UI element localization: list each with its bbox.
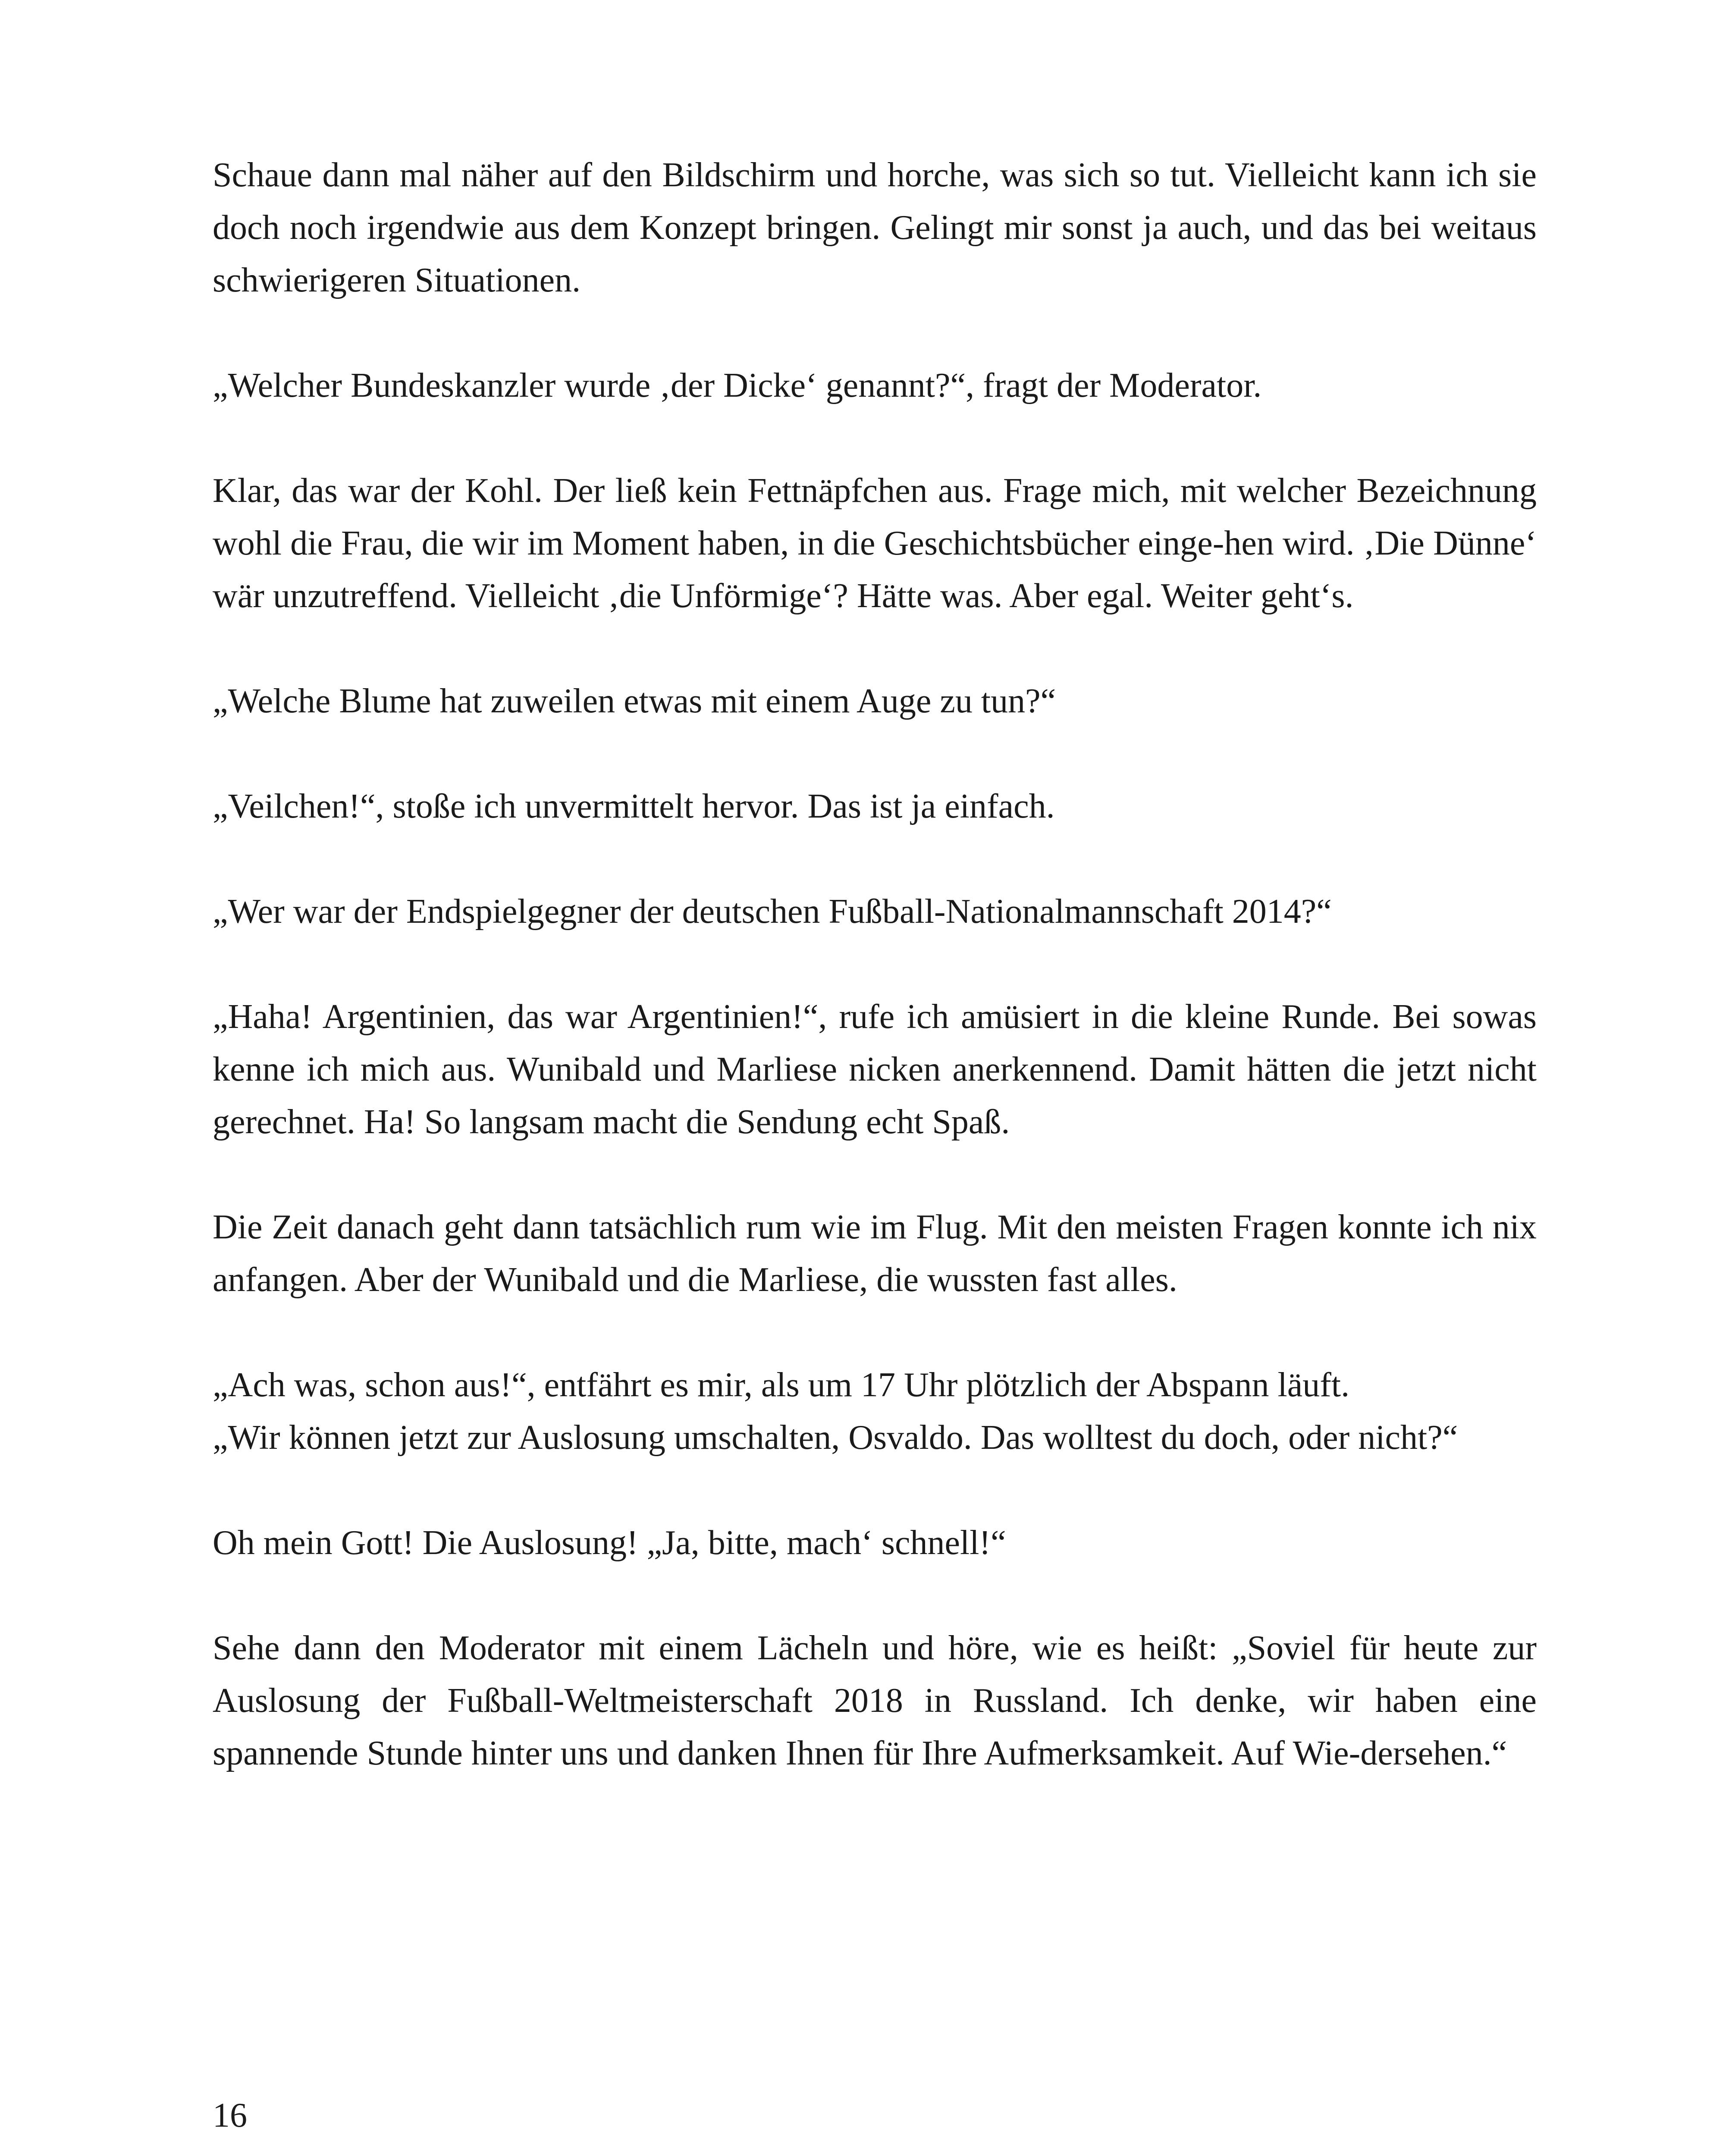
paragraph: Schaue dann mal näher auf den Bildschirm und horche, was sich so tut. Vielleicht kann ich sie doch noch irgendwie aus dem Konzept bringen. Gelingt mir sonst ja auch, und das bei weitaus schwierigeren Situationen.	[213, 156, 1537, 299]
paragraph: „Veilchen!“, stoße ich unvermittelt hervor. Das ist ja einfach.	[213, 787, 1055, 825]
paragraph: Klar, das war der Kohl. Der ließ kein Fettnäpfchen aus. Frage mich, mit welcher Bezeichnung wohl die Frau, die wir im Moment haben, in die Geschichtsbücher einge-hen wird. ‚Die Dünne‘ wär unzutreffend. Vielleicht ‚die Unförmige‘? Hätte was. Aber egal. Weiter geht‘s.	[213, 472, 1537, 615]
page-body	[213, 149, 1537, 1832]
paragraph: Oh mein Gott! Die Auslosung! „Ja, bitte, mach‘ schnell!“	[213, 1524, 1006, 1562]
paragraph: Die Zeit danach geht dann tatsächlich rum wie im Flug. Mit den meisten Fragen konnte ich nix anfangen. Aber der Wunibald und die Marliese, die wussten fast alles.	[213, 1208, 1537, 1299]
paragraph: Sehe dann den Moderator mit einem Lächeln und höre, wie es heißt: „Soviel für heute zur Auslosung der Fußball-Weltmeisterschaft 2018 in Russland. Ich denke, wir haben eine spannende Stunde hinter uns und danken Ihnen für Ihre Aufmerksamkeit. Auf Wie-dersehen.“	[213, 1629, 1537, 1772]
paragraph: „Welcher Bundeskanzler wurde ‚der Dicke‘ genannt?“, fragt der Moderator.	[213, 367, 1262, 404]
paragraph: „Haha! Argentinien, das war Argentinien!“, rufe ich amüsiert in die kleine Runde. Bei sowas kenne ich mich aus. Wunibald und Marliese nicken anerkennend. Damit hätten die jetzt nicht gerechnet. Ha! So langsam macht die Sendung echt Spaß.	[213, 998, 1537, 1141]
paragraph: „Wir können jetzt zur Auslosung umschalten, Osvaldo. Das wolltest du doch, oder nicht?“	[213, 1419, 1458, 1457]
paragraph: „Welche Blume hat zuweilen etwas mit einem Auge zu tun?“	[213, 682, 1056, 720]
paragraph: „Ach was, schon aus!“, entfährt es mir, als um 17 Uhr plötzlich der Abspann läuft.	[213, 1366, 1350, 1404]
paragraph: „Wer war der Endspielgegner der deutschen Fußball-Nationalmannschaft 2014?“	[213, 893, 1332, 931]
page-number: 16	[213, 2096, 247, 2134]
